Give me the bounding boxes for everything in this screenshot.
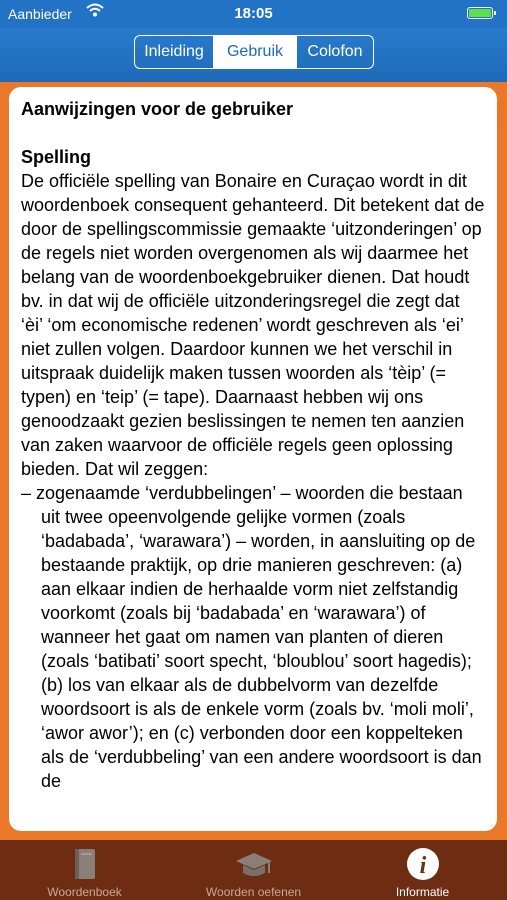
list-item-verdubbelingen: – zogenaamde ‘verdubbelingen’ – woorden die bestaan uit twee opeenvolgende gelijke vormen (zoals ‘badabada’, ‘warawara’) – worden, in aansluiting op de bestaande praktijk, op drie manieren geschreven: (a) aan elkaar indien de herhaalde vorm niet zelfstandig voorkomt (zoals bij ‘badabada’ en ‘warawara’) of wanneer het gaat om namen van planten of dieren (zoals ‘batibati’ soort specht, ‘bloublou’ soort hagedis); (b) los van elkaar als de dubbelvorm van dezelfde woordsoort is als de enkele vorm (zoals bv. ‘moli moli’, ‘awor awor’); en (c) verbonden door een koppelteken als de ‘verdubbeling’ van een andere woordsoort is dan de (21, 483, 482, 791)
tab-informatie[interactable] (338, 840, 507, 900)
tab-woordenboek[interactable] (0, 840, 169, 900)
graduation-cap-icon (234, 847, 274, 881)
segment-gebruik[interactable]: Gebruik (214, 36, 297, 68)
svg-text:i: i (419, 853, 426, 879)
clock: 18:05 (234, 5, 273, 22)
segment-inleiding[interactable]: Inleiding (135, 36, 214, 68)
info-icon (406, 847, 440, 881)
spelling-paragraph: De officiële spelling van Bonaire en Curaçao wordt in dit woordenboek consequent gehanteerd. Dit betekent dat de door de spellingscommissie gemaakte ‘uitzonderingen’ op de regels niet worden overgenomen als wij daarmee het belang van de woordenboekgebruiker dienen. Dat houdt bv. in dat wij de officiële uitzonderingsregel die zegt dat ‘èi’ ‘om economische redenen’ wordt geschreven als ‘ei’ niet zullen volgen. Daardoor kunnen we het verschil in uitspraak duidelijk maken tussen woorden als ‘tèip’ (= typen) en ‘teip’ (= tape). Daarnaast hebben wij ons genoodzaakt gezien beslissingen te nemen ten aanzien van zaken waarvoor de officiële regels geen oplossing bieden. Dat wil zeggen: (21, 171, 485, 479)
status-bar (0, 0, 507, 28)
tab-label-informatie: Informatie (395, 885, 450, 899)
tab-label-woorden-oefenen: Woorden oefenen (205, 885, 302, 899)
section-title-spelling: Spelling (21, 147, 92, 167)
tab-label-woordenboek: Woordenboek (47, 885, 122, 899)
page-heading: Aanwijzingen voor de gebruiker (21, 99, 294, 119)
tab-woorden-oefenen[interactable] (169, 840, 338, 900)
book-icon (72, 847, 98, 881)
segment-colofon[interactable]: Colofon (307, 43, 363, 60)
tab-bar (0, 840, 507, 900)
navigation-bar (0, 28, 507, 82)
segmented-control (134, 35, 374, 69)
battery-icon (467, 7, 493, 19)
carrier-label: Aanbieder (8, 6, 72, 22)
content-card[interactable] (9, 87, 497, 831)
